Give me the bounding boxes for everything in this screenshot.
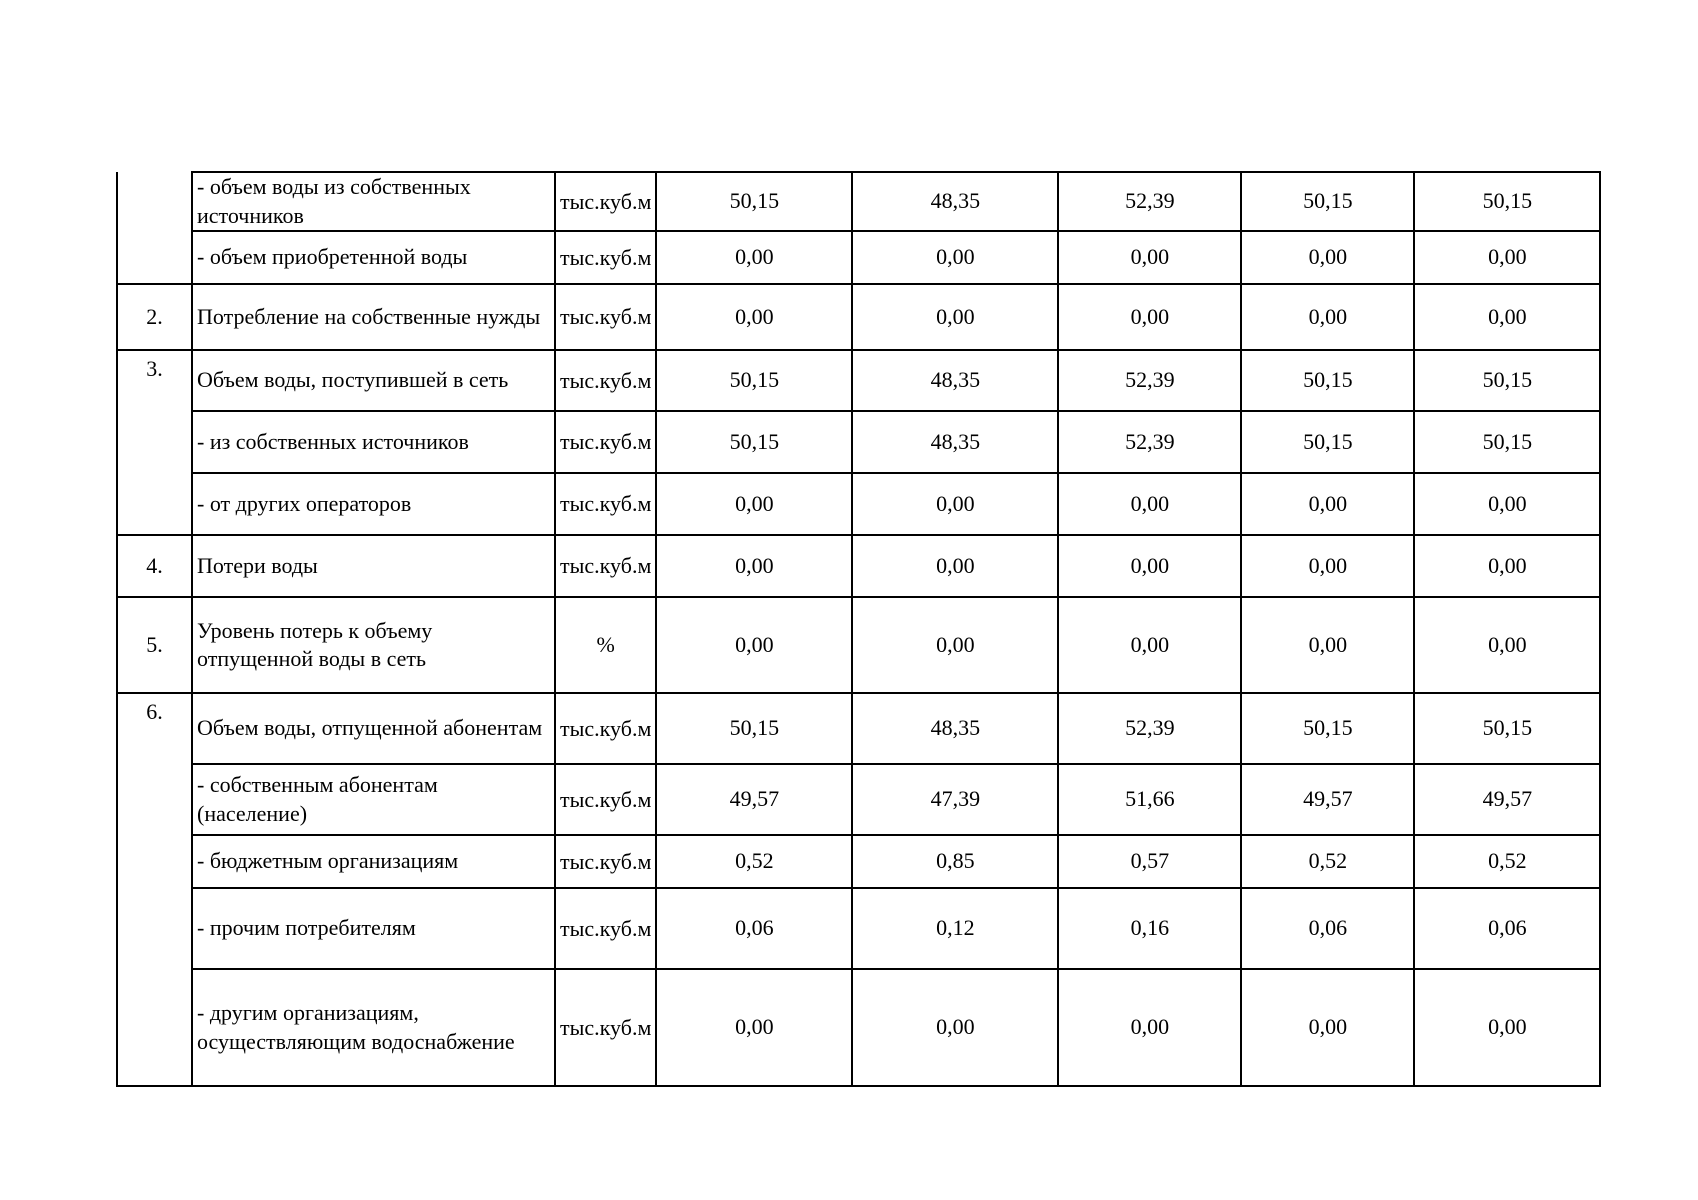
- unit-cell: тыс.куб.м: [555, 411, 656, 473]
- unit-cell: тыс.куб.м: [555, 969, 656, 1086]
- indicator-name: Уровень потерь к объему отпущенной воды в сеть: [192, 597, 555, 693]
- unit-cell: тыс.куб.м: [555, 172, 656, 231]
- value-cell: 0,00: [1058, 284, 1241, 350]
- value-cell: 0,06: [656, 888, 852, 969]
- value-cell: 49,57: [1414, 764, 1600, 835]
- value-cell: 52,39: [1058, 172, 1241, 231]
- table-row: [117, 473, 1600, 535]
- table-row: [117, 350, 1600, 411]
- unit-cell: тыс.куб.м: [555, 473, 656, 535]
- indicator-name: Объем воды, поступившей в сеть: [192, 350, 555, 411]
- indicator-name: Потребление на собственные нужды: [192, 284, 555, 350]
- value-cell: 0,00: [1241, 284, 1414, 350]
- value-cell: 50,15: [1241, 411, 1414, 473]
- table-row: [117, 888, 1600, 969]
- row-number: 2.: [117, 284, 192, 350]
- row-number: 3.: [117, 350, 192, 535]
- value-cell: 0,00: [1241, 597, 1414, 693]
- value-cell: 49,57: [656, 764, 852, 835]
- value-cell: 50,15: [1414, 411, 1600, 473]
- value-cell: 0,00: [656, 284, 852, 350]
- value-cell: 0,00: [1241, 473, 1414, 535]
- table-row: [117, 693, 1600, 764]
- indicator-name: - другим организациям, осуществляющим водоснабжение: [192, 969, 555, 1086]
- value-cell: 52,39: [1058, 411, 1241, 473]
- indicator-name: - собственным абонентам (население): [192, 764, 555, 835]
- table-row: [117, 284, 1600, 350]
- unit-cell: %: [555, 597, 656, 693]
- indicator-name: - бюджетным организациям: [192, 835, 555, 888]
- value-cell: 0,12: [852, 888, 1058, 969]
- indicator-name: Потери воды: [192, 535, 555, 597]
- table-row: [117, 535, 1600, 597]
- value-cell: 0,00: [1241, 231, 1414, 284]
- value-cell: 0,52: [1241, 835, 1414, 888]
- table-row: [117, 597, 1600, 693]
- value-cell: 50,15: [656, 350, 852, 411]
- value-cell: 0,00: [1414, 284, 1600, 350]
- row-number: [117, 172, 192, 284]
- unit-cell: тыс.куб.м: [555, 231, 656, 284]
- indicator-name: - объем приобретенной воды: [192, 231, 555, 284]
- value-cell: 48,35: [852, 411, 1058, 473]
- value-cell: 0,00: [1414, 969, 1600, 1086]
- table-row: [117, 172, 1600, 231]
- value-cell: 48,35: [852, 693, 1058, 764]
- value-cell: 0,00: [1058, 597, 1241, 693]
- indicator-name: - от других операторов: [192, 473, 555, 535]
- table-row: [117, 231, 1600, 284]
- value-cell: 48,35: [852, 172, 1058, 231]
- table-row: [117, 835, 1600, 888]
- value-cell: 52,39: [1058, 350, 1241, 411]
- water-balance-table: [116, 171, 1601, 1087]
- value-cell: 51,66: [1058, 764, 1241, 835]
- row-number: 6.: [117, 693, 192, 1086]
- value-cell: 0,06: [1414, 888, 1600, 969]
- value-cell: 0,52: [1414, 835, 1600, 888]
- value-cell: 0,00: [1058, 969, 1241, 1086]
- value-cell: 50,15: [656, 411, 852, 473]
- value-cell: 0,00: [1058, 231, 1241, 284]
- indicator-name: - объем воды из собственных источников: [192, 172, 555, 231]
- value-cell: 0,00: [852, 231, 1058, 284]
- value-cell: 50,15: [1414, 350, 1600, 411]
- table-body: [117, 172, 1600, 1086]
- indicator-name: - из собственных источников: [192, 411, 555, 473]
- table-row: [117, 969, 1600, 1086]
- row-number: 5.: [117, 597, 192, 693]
- value-cell: 0,00: [1058, 535, 1241, 597]
- value-cell: 0,00: [656, 231, 852, 284]
- table-row: [117, 764, 1600, 835]
- value-cell: 52,39: [1058, 693, 1241, 764]
- value-cell: 0,00: [1241, 535, 1414, 597]
- value-cell: 50,15: [1241, 172, 1414, 231]
- value-cell: 0,00: [1241, 969, 1414, 1086]
- value-cell: 0,00: [656, 473, 852, 535]
- unit-cell: тыс.куб.м: [555, 764, 656, 835]
- value-cell: 0,00: [656, 597, 852, 693]
- indicator-name: Объем воды, отпущенной абонентам: [192, 693, 555, 764]
- unit-cell: тыс.куб.м: [555, 835, 656, 888]
- value-cell: 50,15: [656, 693, 852, 764]
- value-cell: 0,00: [656, 969, 852, 1086]
- value-cell: 0,00: [656, 535, 852, 597]
- value-cell: 0,00: [1414, 597, 1600, 693]
- value-cell: 50,15: [1241, 693, 1414, 764]
- value-cell: 0,00: [1414, 535, 1600, 597]
- value-cell: 47,39: [852, 764, 1058, 835]
- value-cell: 0,00: [1058, 473, 1241, 535]
- value-cell: 0,00: [852, 284, 1058, 350]
- row-number: 4.: [117, 535, 192, 597]
- value-cell: 0,52: [656, 835, 852, 888]
- value-cell: 0,00: [852, 473, 1058, 535]
- value-cell: 0,16: [1058, 888, 1241, 969]
- indicator-name: - прочим потребителям: [192, 888, 555, 969]
- unit-cell: тыс.куб.м: [555, 888, 656, 969]
- value-cell: 0,00: [1414, 231, 1600, 284]
- value-cell: 50,15: [1241, 350, 1414, 411]
- value-cell: 0,85: [852, 835, 1058, 888]
- table-row: [117, 411, 1600, 473]
- value-cell: 0,00: [852, 969, 1058, 1086]
- unit-cell: тыс.куб.м: [555, 350, 656, 411]
- value-cell: 50,15: [656, 172, 852, 231]
- value-cell: 50,15: [1414, 693, 1600, 764]
- unit-cell: тыс.куб.м: [555, 693, 656, 764]
- unit-cell: тыс.куб.м: [555, 284, 656, 350]
- unit-cell: тыс.куб.м: [555, 535, 656, 597]
- value-cell: 50,15: [1414, 172, 1600, 231]
- value-cell: 48,35: [852, 350, 1058, 411]
- value-cell: 0,00: [1414, 473, 1600, 535]
- value-cell: 0,00: [852, 535, 1058, 597]
- value-cell: 0,00: [852, 597, 1058, 693]
- value-cell: 0,57: [1058, 835, 1241, 888]
- value-cell: 0,06: [1241, 888, 1414, 969]
- value-cell: 49,57: [1241, 764, 1414, 835]
